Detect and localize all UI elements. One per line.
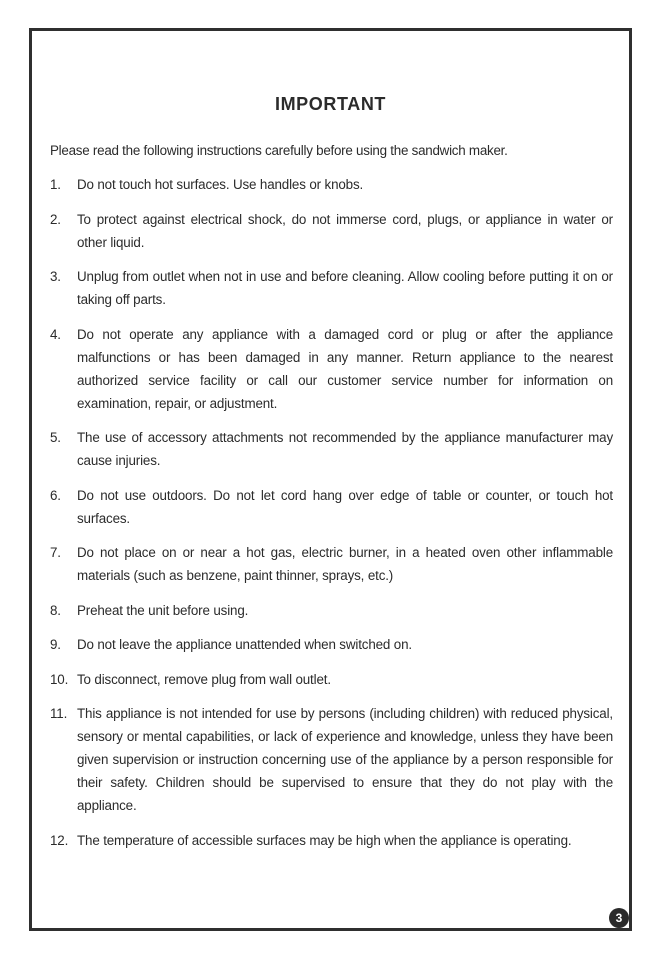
item-text: Do not operate any appliance with a damaged cord or plug or after the appliance malfunctions or has been damaged in any manner. Return appliance to the nearest authorized service facility or call our customer service number for information on examination, repair, or adjustment. xyxy=(77,326,613,411)
item-number: 1. xyxy=(50,177,61,192)
item-number: 10. xyxy=(50,671,69,687)
item-number: 5. xyxy=(50,430,61,445)
item-text: The use of accessory attachments not recommended by the appliance manufacturer may cause injuries. xyxy=(77,430,613,468)
page-title: IMPORTANT xyxy=(274,94,387,114)
list-item xyxy=(50,702,613,817)
item-number: 12. xyxy=(50,832,69,848)
item-number: 4. xyxy=(50,326,61,342)
page-number-badge: 3 xyxy=(609,908,629,928)
list-item xyxy=(50,541,613,587)
item-number: 7. xyxy=(50,545,61,560)
item-number: 2. xyxy=(50,211,61,227)
list-item xyxy=(50,599,613,622)
list-item xyxy=(50,668,613,691)
list-item xyxy=(50,208,613,254)
item-text: This appliance is not intended for use by persons (including children) with reduced physical, sensory or mental capabilities, or lack of experience and knowledge, unless they have been given supervision or instruction concerning use of the appliance by a person responsible for their safety. Children should be supervised to ensure that they do not play with the appliance. xyxy=(77,706,613,813)
list-item xyxy=(50,323,613,415)
item-text: The temperature of accessible surfaces may be high when the appliance is operating. xyxy=(77,832,572,848)
item-text: Do not leave the appliance unattended when switched on. xyxy=(77,637,412,652)
list-item xyxy=(50,426,613,472)
intro-text: Please read the following instructions carefully before using the sandwich maker. xyxy=(50,143,508,158)
item-text: Do not touch hot surfaces. Use handles or knobs. xyxy=(77,177,364,192)
instructions-list xyxy=(50,173,613,863)
item-text: To protect against electrical shock, do not immerse cord, plugs, or appliance in water or other liquid. xyxy=(77,211,613,250)
item-text: Preheat the unit before using. xyxy=(77,602,249,618)
item-number: 9. xyxy=(50,637,61,652)
item-number: 11. xyxy=(50,706,68,721)
item-text: Do not place on or near a hot gas, electric burner, in a heated oven other inflammable materials (such as benzene, paint thinner, sprays, etc.) xyxy=(77,545,613,583)
item-text: To disconnect, remove plug from wall outlet. xyxy=(77,671,331,687)
item-text: Do not use outdoors. Do not let cord hang over edge of table or counter, or touch hot surfaces. xyxy=(77,487,613,526)
list-item xyxy=(50,265,613,311)
list-item xyxy=(50,484,613,530)
list-item xyxy=(50,633,613,656)
item-number: 8. xyxy=(50,602,61,618)
item-text: Unplug from outlet when not in use and before cleaning. Allow cooling before putting it on or taking off parts. xyxy=(77,269,613,307)
list-item xyxy=(50,173,613,196)
list-item xyxy=(50,829,613,852)
item-number: 3. xyxy=(50,269,61,284)
item-number: 6. xyxy=(50,487,61,503)
